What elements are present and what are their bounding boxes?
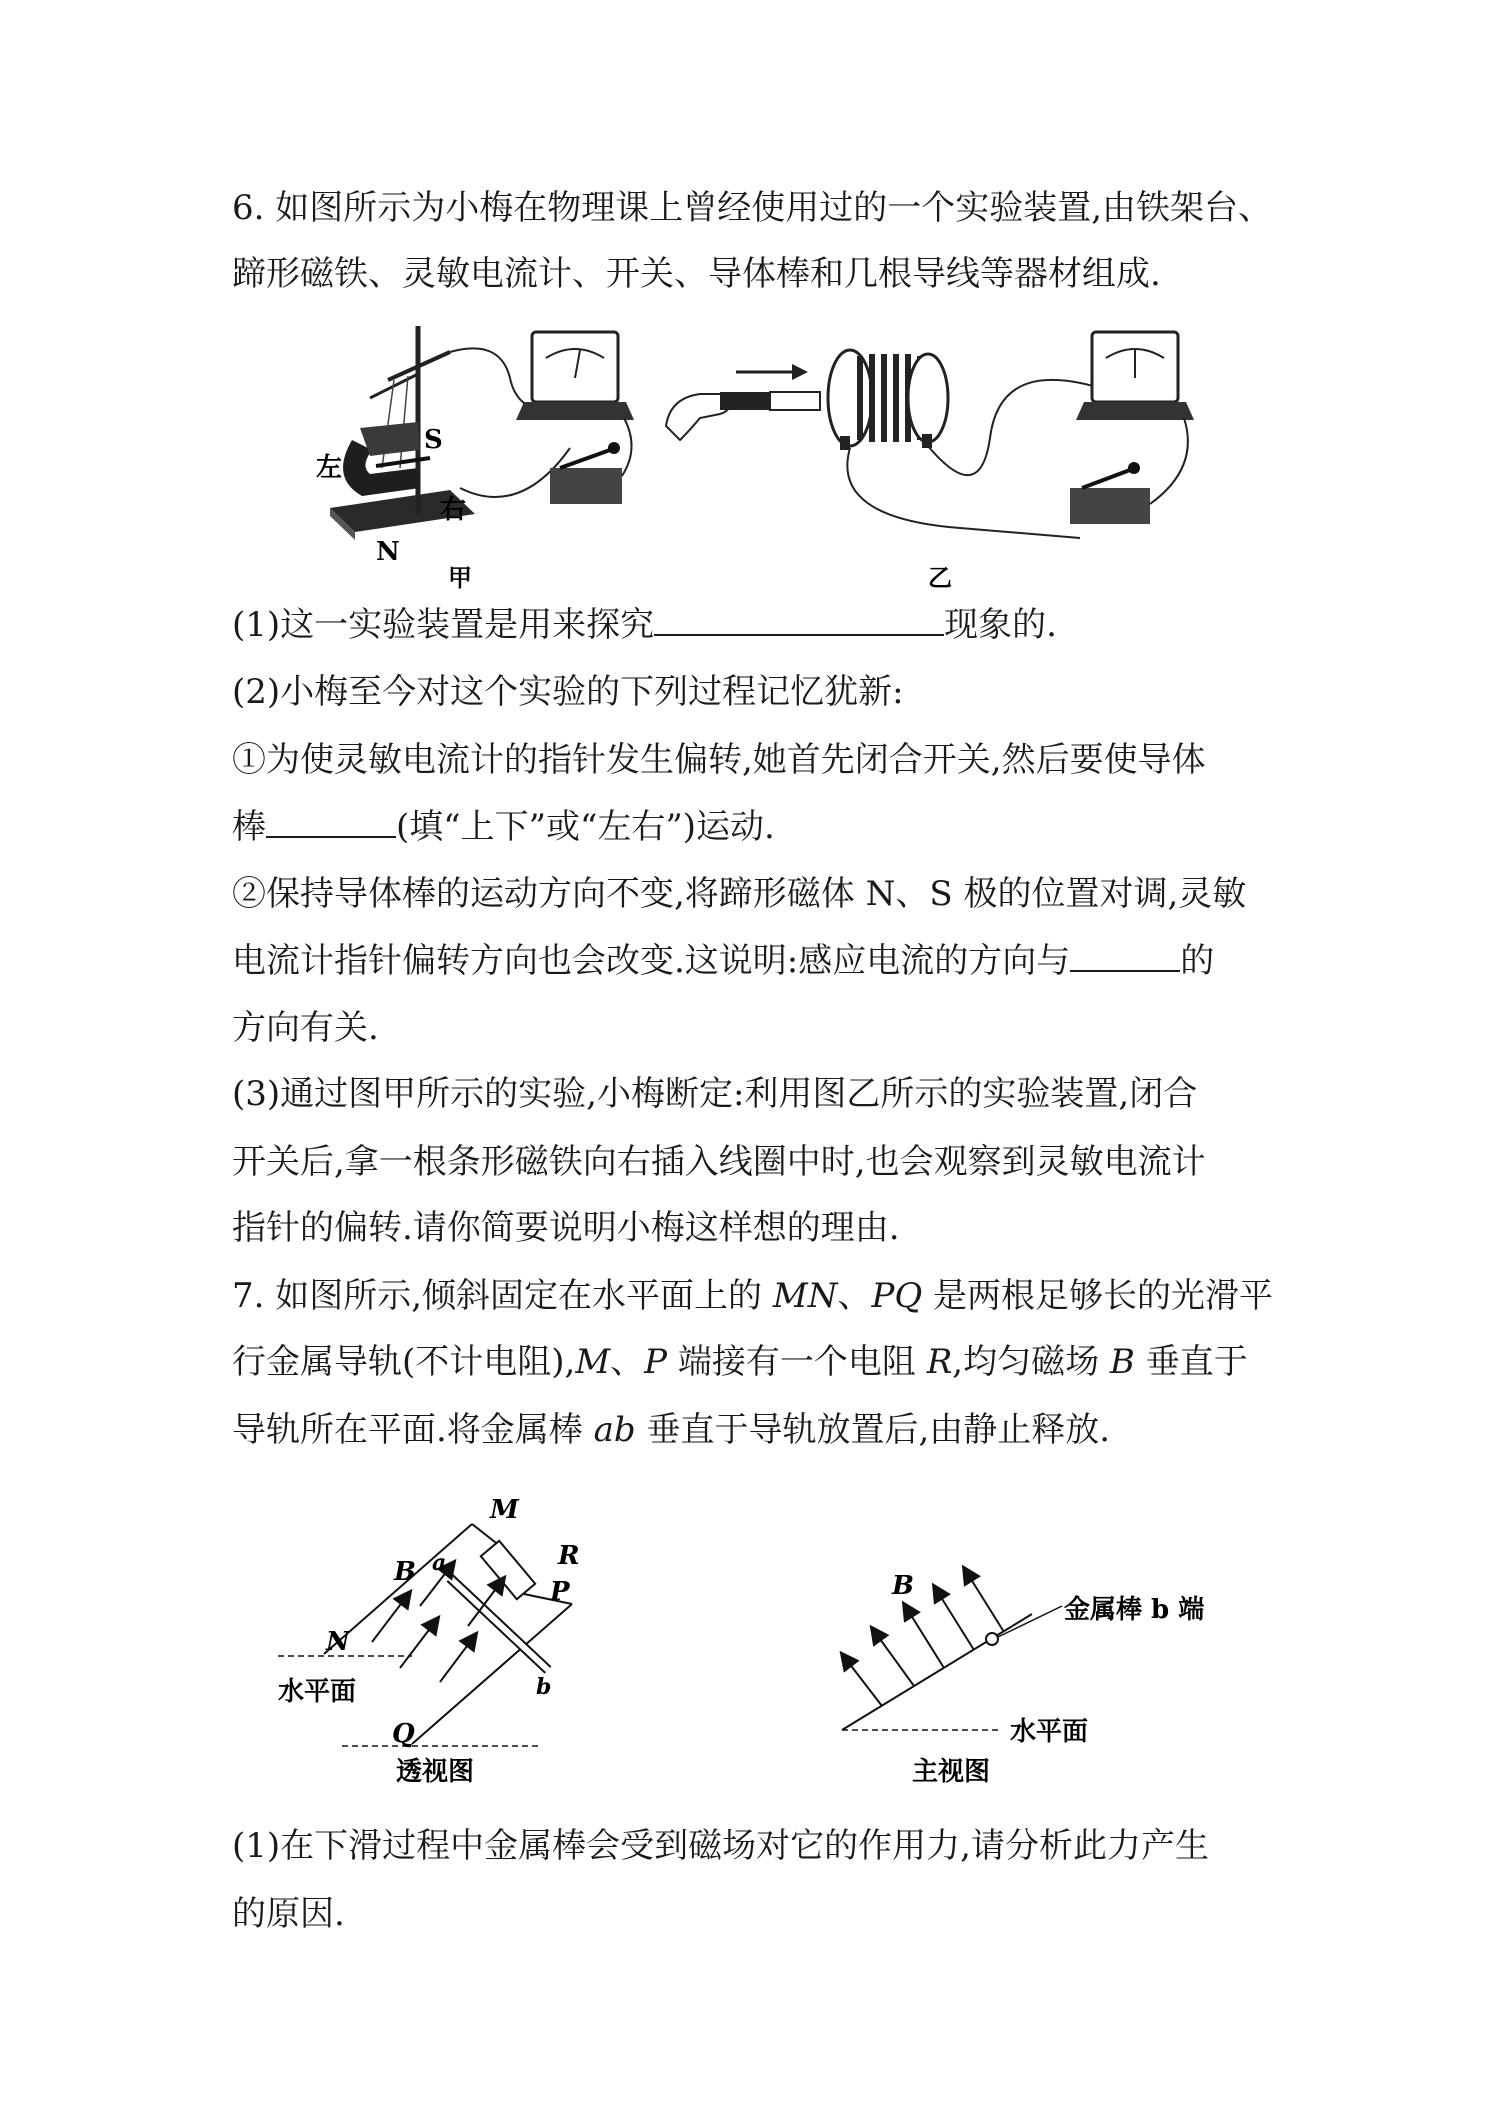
fig-horizontal-label-right: 水平面 [1010, 1717, 1089, 1747]
answer-blank-3[interactable] [1070, 940, 1180, 972]
fig-horizontal-label-left: 水平面 [278, 1677, 357, 1707]
q7-l2-m: M [575, 1342, 611, 1382]
fig-s-label: S [424, 425, 443, 455]
q6-p2-1b-text-b: (填“上下”或“左右”)运动. [396, 807, 775, 847]
q7-line-1 [232, 1276, 1273, 1316]
figure-jia-galvanometer [510, 328, 640, 528]
q7-line-2 [232, 1342, 1248, 1382]
q7-l1-pq: PQ [871, 1276, 923, 1316]
fig-rod-end-label: 金属棒 b 端 [1064, 1595, 1205, 1625]
q6-p3a: (3)通过图甲所示的实验,小梅断定:利用图乙所示的实验装置,闭合 [232, 1074, 1198, 1114]
answer-blank-1[interactable] [654, 604, 944, 636]
fig-q-label: Q [392, 1719, 415, 1749]
figure-front-view [832, 1494, 1252, 1787]
q6-p2-2b-text-b: 的 [1180, 941, 1215, 981]
fig-n-label: N [376, 537, 400, 567]
fig-jia-caption: 甲 [448, 563, 472, 592]
q7-l3-a: 导轨所在平面.将金属棒 [232, 1410, 594, 1450]
fig-left-label: 左 [316, 453, 343, 483]
q6-p1-text-a: (1)这一实验装置是用来探究 [232, 605, 655, 645]
q7-l2-b: 、 [610, 1342, 645, 1382]
fig-m-label: M [490, 1495, 519, 1525]
q6-p2-1b [232, 806, 775, 847]
figure-perspective [272, 1494, 580, 1787]
q7-l2-r: R [926, 1342, 953, 1382]
q7-l1-mn: MN [772, 1276, 838, 1316]
figure-yi-galvanometer [1070, 328, 1200, 528]
fig-b-label: B [394, 1557, 416, 1587]
q6-p2-2a: ②保持导体棒的运动方向不变,将蹄形磁体 N、S 极的位置对调,灵敏 [232, 874, 1247, 914]
q6-line-1: 6. 如图所示为小梅在物理课上曾经使用过的一个实验装置,由铁架台、 [232, 188, 1273, 228]
q6-p3c: 指针的偏转.请你简要说明小梅这样想的理由. [232, 1208, 900, 1248]
fig-b-label-front: B [892, 1571, 914, 1601]
q7-p1a: (1)在下滑过程中金属棒会受到磁场对它的作用力,请分析此力产生 [232, 1826, 1209, 1866]
q6-p2-2b-text-a: 电流计指针偏转方向也会改变.这说明:感应电流的方向与 [232, 941, 1071, 981]
fig-b-end-label: b [536, 1674, 552, 1700]
fig-right-label: 右 [440, 495, 467, 525]
q6-p2-1a: ①为使灵敏电流计的指针发生偏转,她首先闭合开关,然后要使导体 [232, 740, 1206, 780]
q7-p1b: 的原因. [232, 1894, 345, 1934]
fig-yi-caption: 乙 [928, 563, 952, 592]
q6-p1-text-b: 现象的. [944, 605, 1057, 645]
q6-p2-2b [232, 940, 1214, 981]
q7-l1-a: 7. 如图所示,倾斜固定在水平面上的 [232, 1276, 773, 1316]
fig-r-label: R [558, 1541, 580, 1571]
q7-l2-e: 垂直于 [1134, 1342, 1248, 1382]
fig-a-label: a [432, 1550, 447, 1576]
fig-p-label: P [550, 1577, 570, 1607]
q6-p2-1b-text-a: 棒 [232, 807, 266, 847]
q7-l3-b: 垂直于导轨放置后,由静止释放. [635, 1410, 1111, 1450]
q7-l2-a: 行金属导轨(不计电阻), [232, 1342, 576, 1382]
answer-blank-2[interactable] [266, 806, 396, 838]
q7-l2-p: P [644, 1342, 668, 1382]
fig-front-caption: 主视图 [912, 1757, 991, 1787]
fig-n-label-q7: N [326, 1627, 350, 1657]
q6-p2-2c: 方向有关. [232, 1008, 379, 1048]
q7-l2-d: ,均匀磁场 [952, 1342, 1110, 1382]
q7-l1-b: 、 [837, 1276, 872, 1316]
q7-l2-bb: B [1109, 1342, 1135, 1382]
q6-p2: (2)小梅至今对这个实验的下列过程记忆犹新: [232, 672, 904, 712]
q6-line-2: 蹄形磁铁、灵敏电流计、开关、导体棒和几根导线等器材组成. [232, 254, 1161, 294]
fig-perspective-caption: 透视图 [396, 1757, 475, 1787]
q7-l3-ab: ab [593, 1410, 636, 1450]
q7-l1-c: 是两根足够长的光滑平 [922, 1276, 1274, 1316]
q7-l2-c: 端接有一个电阻 [667, 1342, 927, 1382]
q6-p1 [232, 604, 1057, 645]
q7-line-3 [232, 1410, 1110, 1450]
q6-p3b: 开关后,拿一根条形磁铁向右插入线圈中时,也会观察到灵敏电流计 [232, 1142, 1206, 1182]
